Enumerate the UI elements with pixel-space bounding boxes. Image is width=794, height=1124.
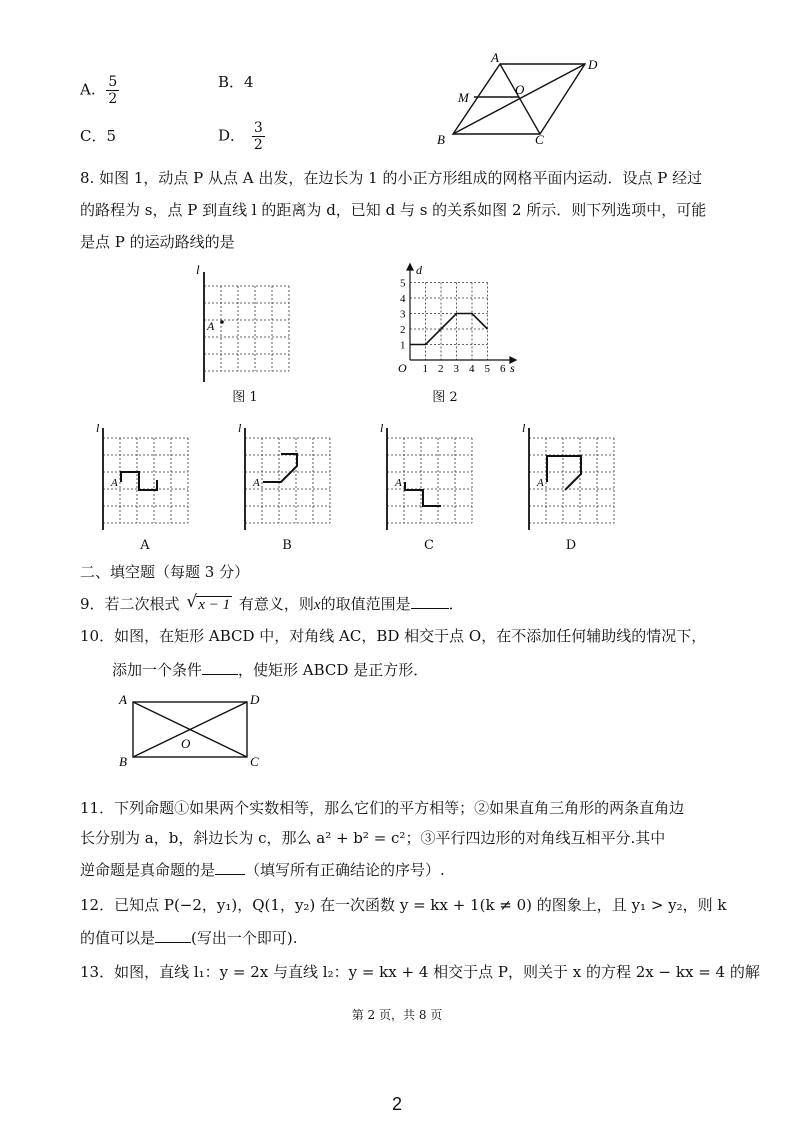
fig2-y-label: d <box>416 263 422 277</box>
rect-label-c: C <box>250 754 259 769</box>
q8-line-3: 是点 P 的运动路线的是 <box>80 233 235 251</box>
fig2-y-tick: 3 <box>400 308 406 321</box>
q8-line-1: 8. 如图 1，动点 P 从点 A 出发，在边长为 1 的小正方形组成的网格平面内运动．设点 P 经过 <box>80 169 703 187</box>
option-b-l-label: l <box>238 422 242 435</box>
q12-line-2: 的值可以是 (写出一个即可). <box>80 929 298 947</box>
option-b-figure <box>237 422 337 532</box>
label-c: C <box>535 132 544 147</box>
fig2-y-tick: 1 <box>400 339 406 352</box>
option-a-l-label: l <box>96 422 100 435</box>
rect-label-a: A <box>119 692 127 707</box>
q7-d-denominator: 2 <box>253 137 263 153</box>
label-b: B <box>437 132 445 147</box>
option-d-l-label: l <box>522 422 526 435</box>
label-o: O <box>515 82 525 97</box>
page-footer: 第 2 页，共 8 页 <box>351 1008 443 1022</box>
label-a: A <box>491 52 499 65</box>
fig2-x-label: s <box>510 361 515 375</box>
q11-line-2: 长分别为 a，b，斜边长为 c，那么 a² + b² = c²；③平行四边形的对角线互相平分.其中 <box>80 829 666 847</box>
q11-line-3: 逆命题是真命题的是 （填写所有正确结论的序号）. <box>80 861 445 879</box>
option-b-caption: B <box>282 538 292 553</box>
fig1-a-label: A <box>207 319 215 333</box>
option-c-figure <box>379 422 479 532</box>
fig2-x-tick: 3 <box>453 363 459 375</box>
option-d-path <box>547 456 581 490</box>
q8-line-2: 的路程为 s，点 P 到直线 l 的距离为 d，已知 d 与 s 的关系如图 2 所示．则下列选项中，可能 <box>80 201 707 219</box>
fig1-caption: 图 1 <box>232 390 258 405</box>
fig2-x-tick: 2 <box>438 363 444 375</box>
option-d-figure <box>521 422 621 532</box>
q7-option-a: A. $\frac{5}{2}$ <box>80 74 118 107</box>
option-a-path <box>121 472 157 490</box>
label-m: M <box>458 90 469 105</box>
label-d: D <box>588 57 598 72</box>
figure-1-grid <box>190 260 300 385</box>
option-c-path <box>405 482 441 506</box>
q7-option-c: C．5 <box>80 127 117 145</box>
fig2-x-tick: 6 <box>500 363 506 375</box>
section-2-heading: 二、填空题（每题 3 分） <box>80 563 250 581</box>
q13-line-1: 13．如图，直线 l₁：y = 2x 与直线 l₂：y = kx + 4 相交于点 P，则关于 x 的方程 2x − kx = 4 的解 <box>80 963 760 981</box>
fig2-x-tick: 5 <box>484 363 490 375</box>
option-b-path <box>263 454 297 482</box>
q7-option-b: B．4 <box>218 73 254 91</box>
rect-label-b: B <box>119 754 127 769</box>
figure-2-chart <box>392 262 522 382</box>
fig2-y-tick: 5 <box>400 277 406 290</box>
q11-answer-blank <box>215 860 245 875</box>
option-a-caption: A <box>140 538 150 553</box>
option-c-point-label: A <box>395 477 402 489</box>
q9-answer-blank <box>411 594 449 609</box>
page-number: 2 <box>391 1094 402 1114</box>
q10-line-1: 10．如图，在矩形 ABCD 中，对角线 AC，BD 相交于点 O，在不添加任何辅助线的情况下， <box>80 627 707 645</box>
option-d-caption: D <box>565 538 577 553</box>
fig2-x-tick: 1 <box>422 363 428 375</box>
q10-answer-blank <box>202 660 238 675</box>
option-b-point-label: A <box>253 477 260 489</box>
q7-d-numerator: 3 <box>253 120 263 136</box>
q12-answer-blank <box>155 928 191 943</box>
q7-option-d: D． $\frac{3}{2}$ <box>218 120 263 153</box>
q10-line-2: 添加一个条件 ，使矩形 ABCD 是正方形． <box>112 661 429 679</box>
fig2-y-arrow <box>407 264 413 270</box>
option-c-l-label: l <box>380 422 384 435</box>
fig2-origin-label: O <box>398 361 407 375</box>
option-c-caption: C <box>424 538 434 553</box>
q9: 9．若二次根式 √ x − 1 有意义，则x的取值范围是 ． <box>80 592 464 613</box>
q12-line-1: 12．已知点 P(−2，y₁)，Q(1，y₂) 在一次函数 y = kx + 1(k ≠ 0) 的图象上，且 y₁ > y₂，则 k <box>80 896 727 914</box>
q9-radical: √ x − 1 <box>186 592 231 613</box>
option-d-point-label: A <box>537 477 544 489</box>
fig1-grid-lines <box>204 286 289 371</box>
fig2-caption: 图 2 <box>432 390 458 405</box>
option-a-figure <box>95 422 195 532</box>
fig1-l-label: l <box>196 262 200 277</box>
rectangle-figure <box>115 690 265 770</box>
q7-a-denominator: 2 <box>108 91 118 107</box>
fig2-x-tick: 4 <box>469 363 475 375</box>
q11-line-1: 11．下列命题①如果两个实数相等，那么它们的平方相等；②如果直角三角形的两条直角边 <box>80 799 685 817</box>
parallelogram-figure <box>425 52 625 147</box>
fig2-y-tick: 4 <box>400 293 406 305</box>
option-a-point-label: A <box>111 477 118 489</box>
rect-label-d: D <box>250 692 260 707</box>
sqrt-icon: √ <box>186 592 198 612</box>
diagonal-bd <box>453 64 585 134</box>
fig2-y-tick: 2 <box>400 324 406 336</box>
rect-label-o: O <box>181 736 191 751</box>
fig1-point-a <box>220 320 224 324</box>
q7-a-numerator: 5 <box>108 74 118 90</box>
